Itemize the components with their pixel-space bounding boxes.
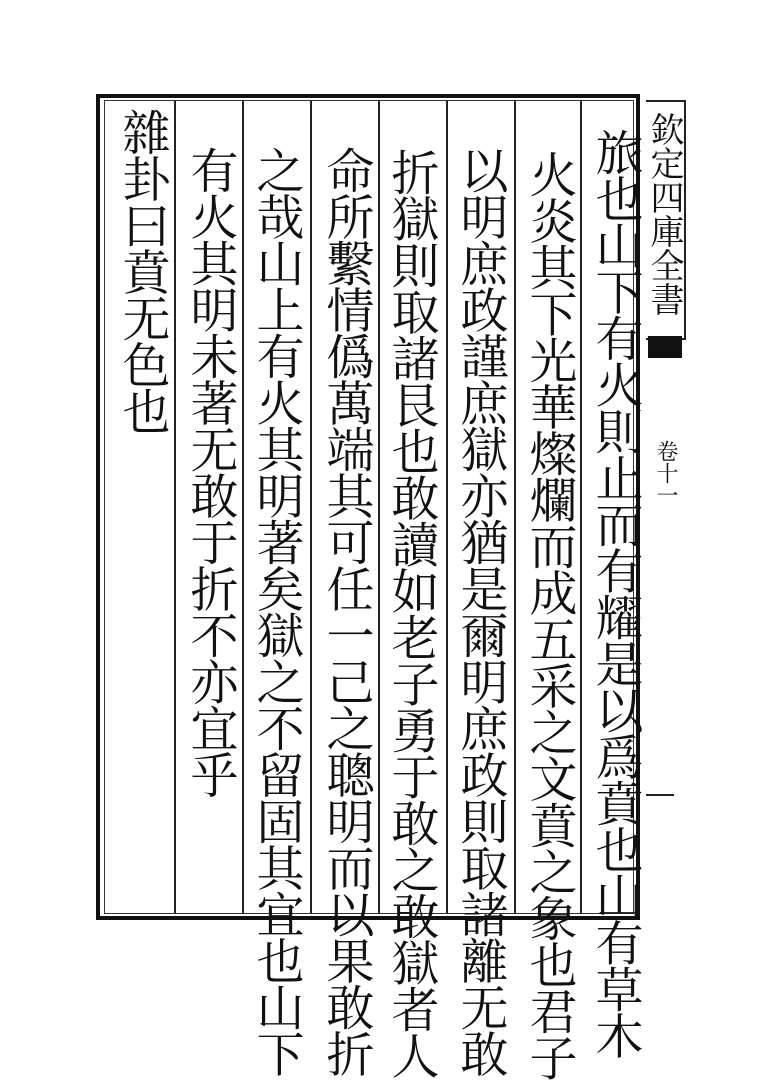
text-column-5: 命所繫情僞萬端其可任一己之聰明而以果敢折 [318,146,374,1076]
text-column-7: 有火其明未著无敢于折不亦宜乎 [182,146,238,797]
text-column-1: 旅也山下有火則止而有耀是以爲賁也山有草木 [587,128,643,1058]
margin-volume-label: 卷十一 [653,440,678,506]
text-column-4: 折獄則取諸艮也敢讀如老子勇于敢之敢獄者人 [383,148,439,1078]
column-rule [514,101,516,913]
column-rule [580,101,582,913]
text-column-3: 以明庶政謹庶獄亦猶是爾明庶政則取諸離无敢 [452,146,508,1076]
column-rule [378,101,380,913]
margin-book-title: 欽定四庫全書 [644,112,684,316]
column-rule [242,101,244,913]
margin-rule [646,794,674,796]
text-column-2: 火炎其下光華燦爛而成五采之文賁之象也君子 [521,150,577,1080]
column-rule [446,101,448,913]
text-column-6: 之哉山上有火其明著矣獄之不留固其宜也山下 [248,146,304,1076]
text-column-8: 雜卦曰賁无色也 [114,108,170,434]
fishtail-mark [648,336,682,358]
column-rule [310,101,312,913]
column-rule [174,101,176,913]
